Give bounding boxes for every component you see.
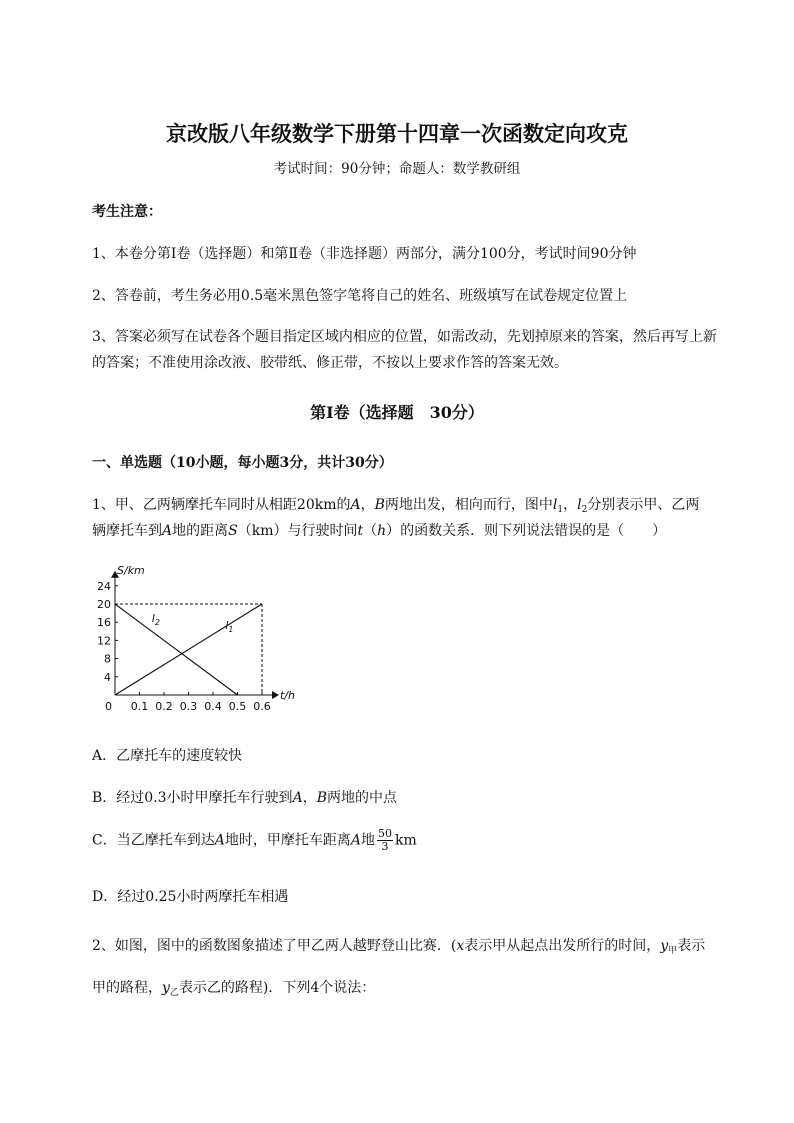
option-b-text: 两地的中点 [326,790,397,806]
y-axis-label: S/km [117,563,145,577]
q1-option-d: D．经过0.25小时两摩托车相遇 [92,889,289,905]
q1-text: 分别表示甲、乙两 [587,497,700,513]
q1-sep: ， [563,497,578,513]
option-c-unit: km [394,832,417,849]
part-heading: 一、单选题（10小题，每小题3分，共计30分） [92,455,393,471]
notice-item-3: 3、答案必须写在试卷各个题目指定区域内相应的位置，如需改动，先划掉原来的答案，然后再写上新 [92,329,717,345]
exam-title: 京改版八年级数学下册第十四章一次函数定向攻克 [166,121,628,146]
y-tick-label: 8 [104,652,111,666]
x-tick-label: 0.1 [130,700,149,713]
section-title: 第Ⅰ卷（选择题 30分） [310,403,484,422]
q2-line-2 [92,977,375,998]
series-label-sub: 1 [228,625,234,635]
notice-item-1: 1、本卷分第Ⅰ卷（选择题）和第Ⅱ卷（非选择题）两部分，满分100分，考试时间90分钟 [92,246,637,262]
q2-text: 2、如图，图中的函数图象描述了甲乙两人越野登山比赛．( [92,938,457,954]
point-a: A [292,790,303,806]
notice-heading: 考生注意： [92,204,162,220]
option-c-text: 地时，甲摩托车距离 [224,832,351,849]
q2-text: 甲的路程， [92,980,162,996]
y-tick-label: 4 [104,670,111,684]
option-b-text: B．经过0.3小时甲摩托车行驶到 [92,790,293,806]
x-tick-label: 0.3 [179,700,198,713]
distance-time-chart [85,558,315,723]
line-sub-1: 1 [557,505,564,515]
sub-yi: 乙 [169,988,179,998]
q1-text: ）的函数关系．则下列说法错误的是（ ） [386,523,667,539]
series-label-sub: 2 [154,618,160,628]
notice-item-2: 2、答卷前，考生务必用0.5毫米黑色签字笔将自己的姓名、班级填写在试卷规定位置上 [92,288,628,304]
line-label-l2: l [577,497,582,513]
series-line-l2 [115,604,238,695]
notice-item-3-cont: 的答案；不准使用涂改液、胶带纸、修正带，不按以上要求作答的答案无效。 [92,355,568,371]
option-c-text: C．当乙摩托车到达 [92,832,215,849]
option-c-text: 地 [360,832,375,849]
var-x: x [456,938,465,954]
point-a: A [350,497,361,513]
q1-line-2 [92,520,666,540]
y-tick-label: 12 [97,634,111,648]
series-label-l1: $l_1$ [225,619,234,635]
line-label-l1: l [552,497,558,513]
q1-comma: ， [302,790,317,806]
line-sub-2: 2 [581,505,588,515]
q2-text: 表示 [677,938,706,954]
x-axis-label: t/h [280,689,295,702]
exam-subtitle: 考试时间：90分钟；命题人：数学教研组 [273,161,521,177]
x-tick-label: 0.2 [155,700,173,713]
y-tick-label: 20 [97,598,111,611]
q1-text: 辆摩托车到 [92,523,162,539]
fraction-denominator: 3 [381,840,389,853]
q1-text: 两地出发，相向而行，图中 [384,497,553,513]
fraction-50-3 [377,828,393,853]
y-tick-label: 16 [97,616,111,630]
var-y: y [660,938,669,954]
q1-line-1 [92,494,699,515]
var-s: S [228,523,238,539]
point-a: A [162,523,173,539]
point-b: B [316,790,327,806]
x-tick-label: 0.5 [228,700,247,713]
var-t: t [357,523,364,539]
q1-text: （ [363,523,378,539]
point-a: A [350,832,361,849]
q2-text: 表示乙的路程)．下列4个说法： [178,980,376,996]
series-label-l2: $l_2$ [151,612,160,628]
point-b: B [374,497,385,513]
fraction-numerator: 50 [377,827,392,840]
x-tick-label: 0.4 [204,700,222,713]
q1-comma: ， [360,497,375,513]
q2-text: 表示甲从起点出发所行的时间， [464,938,661,954]
x-tick-label: 0.6 [253,700,271,713]
q2-line-1 [92,935,705,956]
q1-option-c [92,828,417,853]
series-line-l1 [115,604,262,695]
point-a: A [214,832,225,849]
q1-option-a: A．乙摩托车的速度较快 [92,748,243,764]
q1-text: （km）与行驶时间 [237,523,358,539]
y-tick-label: 24 [97,579,111,593]
q1-option-b [92,787,397,807]
q1-text: 1、甲、乙两辆摩托车同时从相距20km的 [92,497,351,513]
q1-text: 地的距离 [172,523,229,539]
var-y: y [162,980,170,996]
sub-jia: 甲 [668,946,678,956]
var-h: h [377,523,387,539]
origin-label: 0 [105,700,112,713]
